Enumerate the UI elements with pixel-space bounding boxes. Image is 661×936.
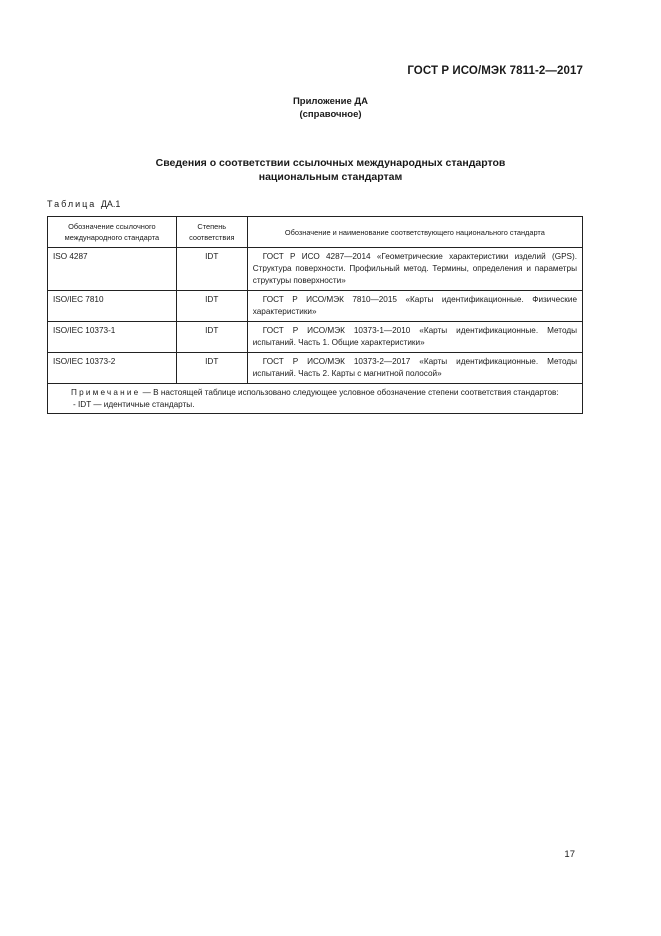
cell-national: ГОСТ Р ИСО/МЭК 10373-2—2017 «Карты идентификационные. Методы испытаний. Часть 2. Карты с магнитной полосой» [247,353,582,384]
annex-block [0,95,661,121]
note-text: — В настоящей таблице использовано следующее условное обозначение степени соответствия стандартов: [142,388,559,397]
cell-degree: IDT [176,353,247,384]
cell-reference: ISO/IEC 10373-2 [48,353,177,384]
column-header-degree [176,217,247,248]
column-header-degree-line1: Степень [197,222,227,231]
page-number: 17 [564,849,575,860]
table-label-number: ДА.1 [100,199,121,209]
table-row [48,353,583,384]
table-header-row [48,217,583,248]
annex-title: Приложение ДА [292,96,369,107]
table-row [48,248,583,291]
column-header-reference-line1: Обозначение ссылочного [68,222,156,231]
cell-degree: IDT [176,322,247,353]
table-note-row [48,384,583,414]
table-label [47,199,120,209]
cell-national: ГОСТ Р ИСО 4287—2014 «Геометрические характеристики изделий (GPS). Структура поверхности. Профильный метод. Термины, определения и параметры структуры поверхности» [247,248,582,291]
note-label: Примечание [71,388,141,397]
table-row [48,322,583,353]
cell-national: ГОСТ Р ИСО/МЭК 7810—2015 «Карты идентификационные. Физические характеристики» [247,291,582,322]
note-item: - IDT — идентичные стандарты. [73,399,195,409]
note-paragraph [53,387,577,399]
heading-line-2: национальным стандартам [258,171,403,183]
cell-reference: ISO 4287 [48,248,177,291]
table-label-prefix: Таблица [47,199,97,209]
section-heading [0,156,661,184]
column-header-national: Обозначение и наименование соответствующего национального стандарта [247,217,582,248]
cell-reference: ISO/IEC 10373-1 [48,322,177,353]
heading-line-1: Сведения о соответствии ссылочных международных стандартов [155,157,506,169]
cell-national: ГОСТ Р ИСО/МЭК 10373-1—2010 «Карты идентификационные. Методы испытаний. Часть 1. Общие характеристики» [247,322,582,353]
cell-reference: ISO/IEC 7810 [48,291,177,322]
table-note [48,384,583,414]
document-code: ГОСТ Р ИСО/МЭК 7811-2—2017 [407,65,583,77]
column-header-reference [48,217,177,248]
correspondence-table [47,216,583,414]
table-row [48,291,583,322]
annex-subtitle: (справочное) [299,109,362,120]
cell-degree: IDT [176,291,247,322]
cell-degree: IDT [176,248,247,291]
column-header-degree-line2: соответствия [189,233,235,242]
column-header-reference-line2: международного стандарта [64,233,160,242]
